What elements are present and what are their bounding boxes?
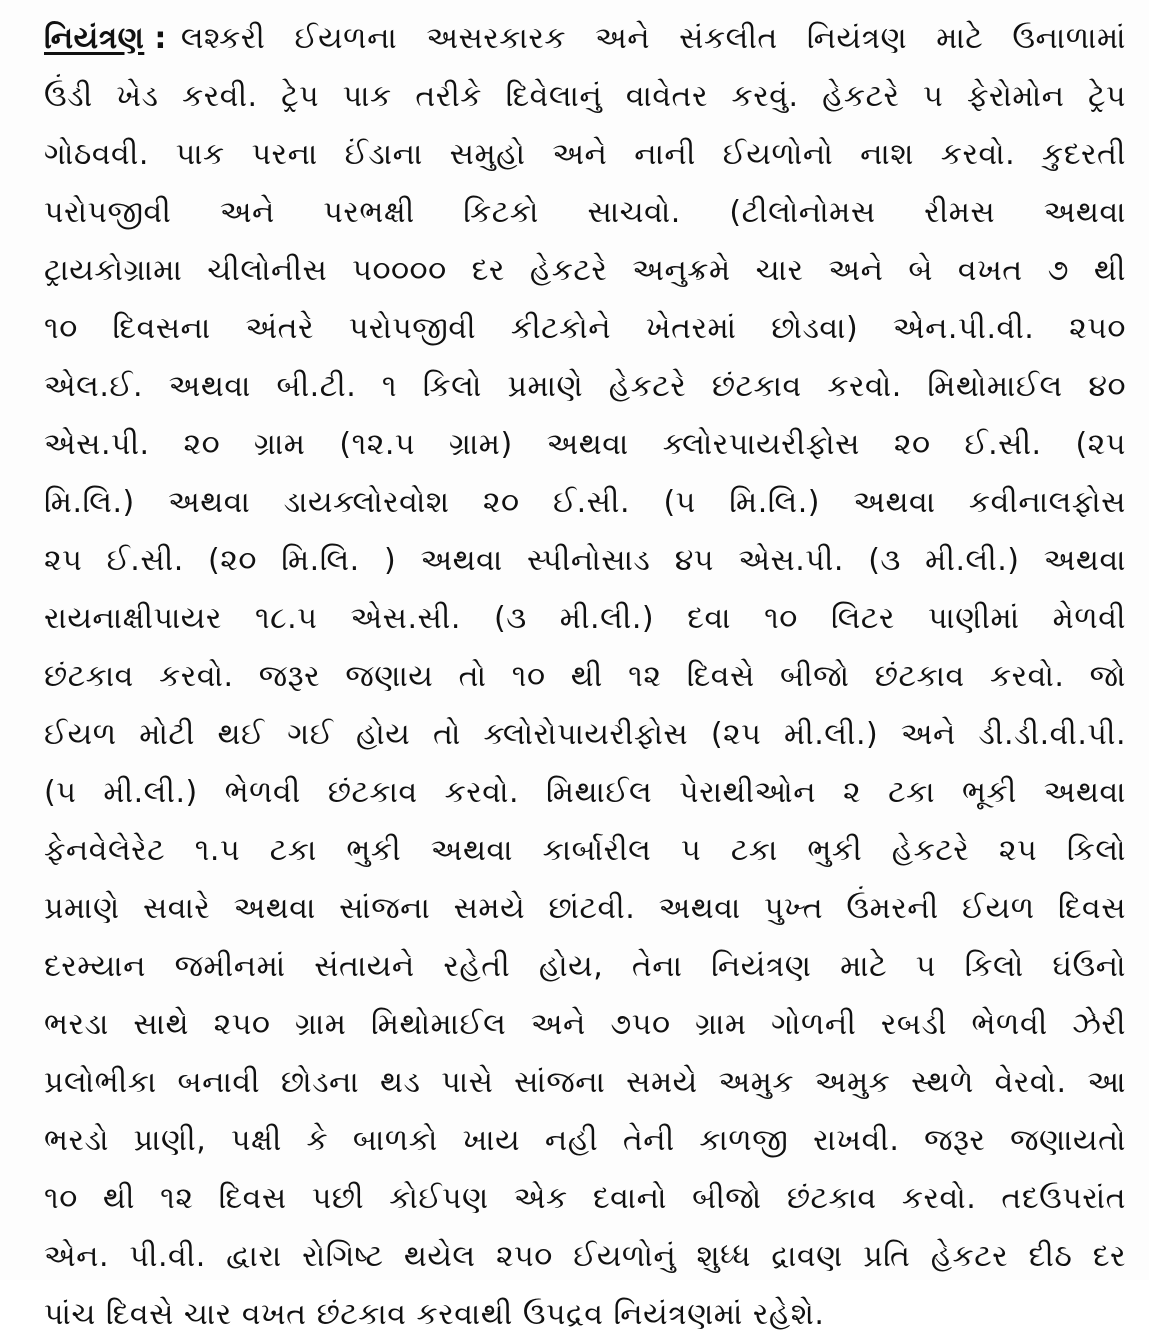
paragraph-line-15: ફેનવેલેરેટ ૧.૫ ટકા ભુકી અથવા કાર્બારીલ ૫ ટકા ભુકી હેકટરે ૨૫ કિલો xyxy=(44,833,1126,868)
paragraph-line-14: (૫ મી.લી.) ભેળવી છંટકાવ કરવો. મિથાઈલ પેરાથીઓન ૨ ટકા ભૂકી અથવા xyxy=(44,775,1126,810)
paragraph xyxy=(44,10,1126,1344)
line-text: લશ્કરી ઈયળના અસરકારક અને સંકલીત નિયંત્રણ માટે ઉનાળામાં xyxy=(180,21,1126,56)
paragraph-line-20: ભરડો પ્રાણી, પક્ષી કે બાળકો ખાય નહી તેની કાળજી રાખવી. જરૂર જણાયતો xyxy=(44,1123,1126,1158)
section-heading: નિયંત્રણ xyxy=(44,21,145,56)
paragraph-line-17: દરમ્યાન જમીનમાં સંતાયને રહેતી હોય, તેના નિયંત્રણ માટે ૫ કિલો ઘંઉનો xyxy=(44,949,1126,984)
paragraph-line-9: મિ.લિ.) અથવા ડાયક્લોરવોશ ૨૦ ઈ.સી. (૫ મિ.લિ.) અથવા કવીનાલફોસ xyxy=(44,485,1126,520)
paragraph-line-22: એન. પી.વી. દ્વારા રોગિષ્ટ થયેલ ૨૫૦ ઈયળોનું શુધ્ધ દ્રાવણ પ્રતિ હેકટર દીઠ દર xyxy=(44,1239,1126,1274)
paragraph-line-5: ટ્રાયકોગ્રામા ચીલોનીસ ૫૦૦૦૦ દર હેકટરે અનુક્રમે ચાર અને બે વખત ૭ થી xyxy=(44,253,1126,288)
paragraph-line-2: ઉંડી ખેડ કરવી. ટ્રેપ પાક તરીકે દિવેલાનું વાવેતર કરવું. હેકટરે ૫ ફેરોમોન ટ્રેપ xyxy=(44,79,1126,114)
paragraph-line-13: ઈયળ મોટી થઈ ગઈ હોય તો ક્લોરોપાયરીફોસ (૨૫ મી.લી.) અને ડી.ડી.વી.પી. xyxy=(44,717,1126,752)
paragraph-line-16: પ્રમાણે સવારે અથવા સાંજના સમયે છાંટવી. અથવા પુખ્ત ઉંમરની ઈયળ દિવસ xyxy=(44,891,1126,926)
paragraph-line-11: રાયનાક્ષીપાયર ૧૮.૫ એસ.સી. (૩ મી.લી.) દવા ૧૦ લિટર પાણીમાં મેળવી xyxy=(44,601,1126,636)
paragraph-line-7: એલ.ઈ. અથવા બી.ટી. ૧ કિલો પ્રમાણે હેકટરે છંટકાવ કરવો. મિથોમાઈલ ૪૦ xyxy=(44,369,1126,404)
paragraph-line-21: ૧૦ થી ૧૨ દિવસ પછી કોઈપણ એક દવાનો બીજો છંટકાવ કરવો. તદઉપરાંત xyxy=(44,1181,1126,1216)
paragraph-line-12: છંટકાવ કરવો. જરૂર જણાય તો ૧૦ થી ૧૨ દિવસે બીજો છંટકાવ કરવો. જો xyxy=(44,659,1126,694)
paragraph-line-8: એસ.પી. ૨૦ ગ્રામ (૧૨.૫ ગ્રામ) અથવા ક્લોરપાયરીફોસ ૨૦ ઈ.સી. (૨૫ xyxy=(44,427,1126,462)
paragraph-line-1 xyxy=(44,10,1126,68)
paragraph-line-23: પાંચ દિવસે ચાર વખત છંટકાવ કરવાથી ઉપદ્રવ નિયંત્રણમાં રહેશે. xyxy=(44,1297,825,1332)
paragraph-line-6: ૧૦ દિવસના અંતરે પરોપજીવી કીટકોને ખેતરમાં છોડવા) એન.પી.વી. ૨૫૦ xyxy=(44,311,1126,346)
heading-separator: : xyxy=(154,21,167,56)
paragraph-line-3: ગોઠવવી. પાક પરના ઈંડાના સમુહો અને નાની ઈયળોનો નાશ કરવો. કુદરતી xyxy=(44,137,1126,172)
paragraph-line-10: ૨૫ ઈ.સી. (૨૦ મિ.લિ. ) અથવા સ્પીનોસાડ ૪૫ એસ.પી. (૩ મી.લી.) અથવા xyxy=(44,543,1126,578)
paragraph-line-4: પરોપજીવી અને પરભક્ષી કિટકો સાચવો. (ટીલોનોમસ રીમસ અથવા xyxy=(44,195,1126,230)
paragraph-line-18: ભરડા સાથે ૨૫૦ ગ્રામ મિથોમાઈલ અને ૭૫૦ ગ્રામ ગોળની રબડી ભેળવી ઝેરી xyxy=(44,1007,1126,1042)
paragraph-line-19: પ્રલોભીકા બનાવી છોડના થડ પાસે સાંજના સમયે અમુક અમુક સ્થળે વેરવો. આ xyxy=(44,1065,1126,1100)
